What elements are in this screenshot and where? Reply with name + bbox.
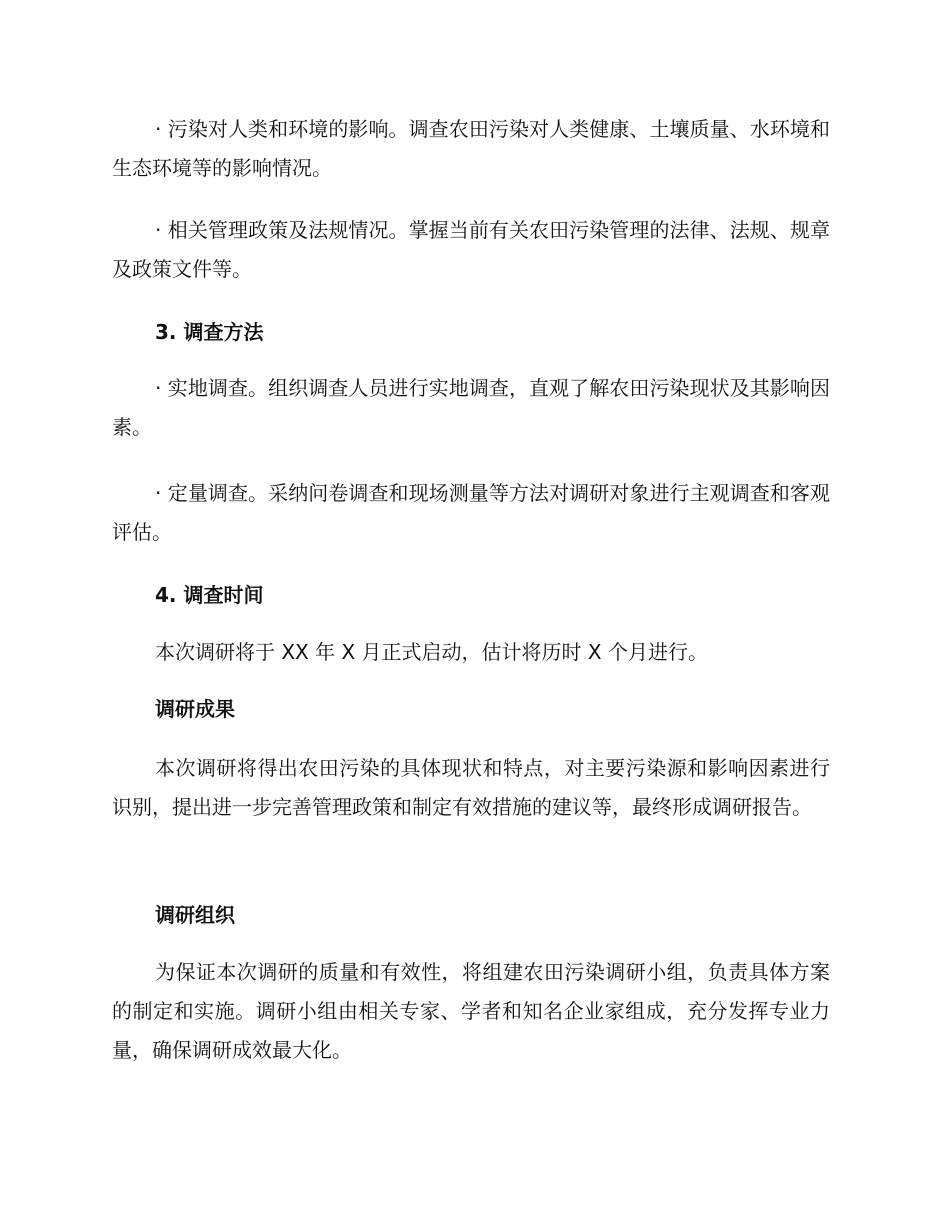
heading-research-results: 调研成果 [155, 697, 235, 721]
paragraph-policy-regulation: · 相关管理政策及法规情况。掌握当前有关农田污染管理的法律、法规、规章及政策文件等。 [112, 218, 830, 281]
paragraph-research-organization: 为保证本次调研的质量和有效性，将组建农田污染调研小组，负责具体方案的制定和实施。调研小组由相关专家、学者和知名企业家组成，充分发挥专业力量，确保调研成效最大化。 [112, 960, 830, 1062]
heading-survey-methods: 3. 调查方法 [155, 320, 264, 344]
heading-survey-time: 4. 调查时间 [155, 583, 264, 607]
heading-research-organization: 调研组织 [155, 903, 235, 927]
paragraph-pollution-impact: · 污染对人类和环境的影响。调查农田污染对人类健康、土壤质量、水环境和生态环境等的影响情况。 [112, 117, 830, 180]
paragraph-field-survey: · 实地调查。组织调查人员进行实地调查，直观了解农田污染现状及其影响因素。 [112, 376, 830, 439]
paragraph-quantitative-survey: · 定量调查。采纳问卷调查和现场测量等方法对调研对象进行主观调查和客观评估。 [112, 481, 830, 544]
paragraph-research-results: 本次调研将得出农田污染的具体现状和特点，对主要污染源和影响因素进行识别，提出进一步完善管理政策和制定有效措施的建议等，最终形成调研报告。 [112, 756, 830, 819]
paragraph-survey-time: 本次调研将于 XX 年 X 月正式启动，估计将历时 X 个月进行。 [155, 640, 708, 664]
